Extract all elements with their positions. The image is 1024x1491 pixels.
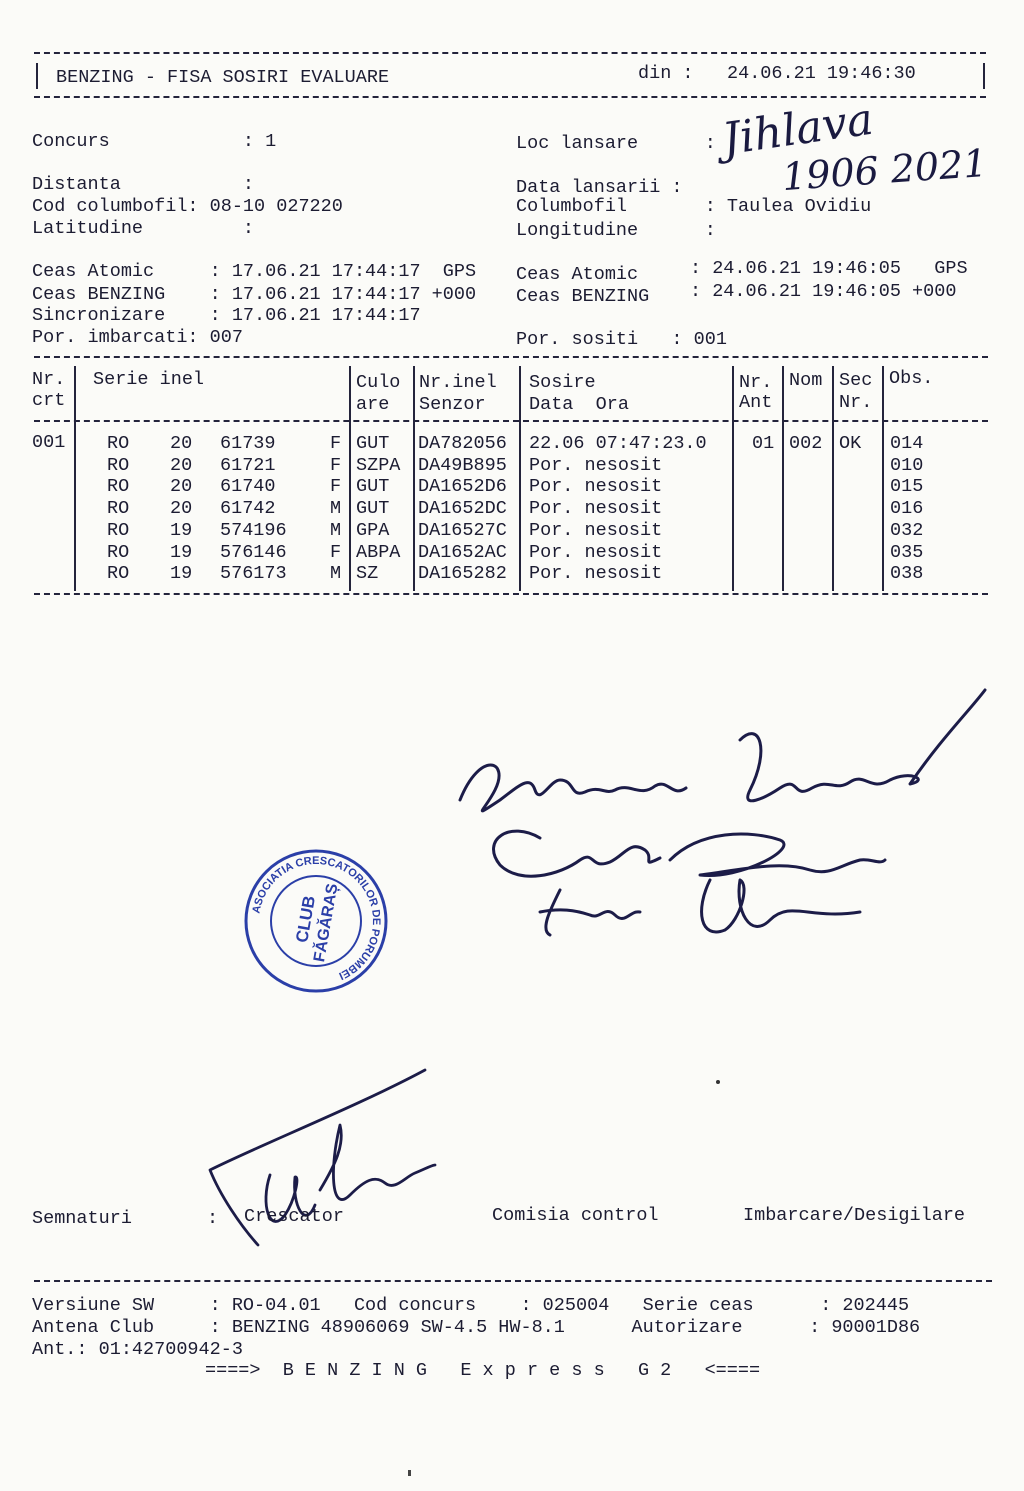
- cell-country: RO: [107, 433, 130, 454]
- th-nr-inel: Nr.inel: [419, 372, 497, 393]
- cell-arrival: Por. nesosit: [529, 541, 663, 563]
- cell-nom: 002: [789, 433, 823, 454]
- report-title: BENZING - FISA SOSIRI EVALUARE: [56, 67, 390, 88]
- col-sep-ant: [732, 366, 734, 591]
- col-sep-obs: [882, 366, 884, 591]
- report-date: 24.06.21 19:46:30: [727, 63, 916, 84]
- cell-year: 20: [170, 498, 193, 520]
- cell-color: GUT: [356, 433, 390, 454]
- comisia-control-label: Comisia control: [492, 1205, 659, 1226]
- header-right-border: [983, 63, 985, 89]
- imbarcati-field: Por. imbarcati: 007: [32, 327, 243, 348]
- crescator-label: Crescator: [244, 1206, 344, 1227]
- cell-arrival: Por. nesosit: [529, 563, 663, 585]
- cell-sex: M: [330, 498, 342, 520]
- th-crt: crt: [32, 390, 66, 411]
- cell-year: 20: [170, 433, 193, 454]
- handwritten-location: Jihlava: [719, 93, 877, 166]
- footer-banner: ====> B E N Z I N G E x p r e s s G 2 <====: [205, 1360, 761, 1381]
- semnaturi-label: Semnaturi: [32, 1208, 132, 1229]
- footer-rule: [34, 1280, 992, 1282]
- right-benzing-value: : 24.06.21 19:46:05 +000: [690, 281, 957, 302]
- cell-ring: 61721: [220, 454, 276, 476]
- data-lansarii-field: Data lansarii :: [516, 177, 683, 198]
- cell-sex: F: [330, 433, 342, 454]
- latitudine-field: Latitudine :: [32, 218, 255, 239]
- cell-obs: 038: [890, 563, 924, 585]
- footer-line-3: Ant.: 01:42700942-3: [32, 1339, 243, 1360]
- col-sep-nr: [74, 366, 76, 591]
- cell-sensor: DA165282: [418, 563, 507, 585]
- cell-arrival: Por. nesosit: [529, 498, 663, 520]
- th-obs: Obs.: [889, 368, 934, 389]
- club-stamp: [241, 846, 391, 996]
- cell-obs: 010: [890, 454, 924, 476]
- cell-obs: 035: [890, 541, 924, 563]
- col-sep-sosire: [519, 366, 521, 591]
- header-left-border: [36, 63, 38, 89]
- distanta-field: Distanta :: [32, 174, 255, 195]
- cell-country: RO: [107, 454, 130, 476]
- cell-color: SZPA: [356, 454, 401, 476]
- cell-year: 20: [170, 476, 193, 498]
- col-sep-culo: [349, 366, 351, 591]
- cell-country: RO: [107, 476, 130, 498]
- row-nr-crt: 001: [32, 432, 66, 453]
- footer-line-1: Versiune SW : RO-04.01 Cod concurs : 025004 Serie ceas : 202445: [32, 1295, 910, 1316]
- right-atomic-label: Ceas Atomic: [516, 264, 639, 285]
- loc-lansare-field: Loc lansare :: [516, 133, 716, 154]
- col-sep-sec: [832, 366, 834, 591]
- cell-sensor: DA1652DC: [418, 498, 507, 520]
- cell-ring: 576146: [220, 541, 287, 563]
- sincronizare-field: Sincronizare : 17.06.21 17:44:17: [32, 305, 421, 326]
- handwritten-date: 1906 2021: [780, 140, 989, 200]
- cell-country: RO: [107, 541, 130, 563]
- cell-color: GUT: [356, 476, 390, 498]
- columbofil-field: Columbofil : Taulea Ovidiu: [516, 196, 872, 217]
- semnaturi-colon: :: [207, 1208, 219, 1229]
- cod-columbofil-field: Cod columbofil: 08-10 027220: [32, 196, 343, 217]
- header-top-rule: [34, 52, 986, 54]
- col-sep-nom: [782, 366, 784, 591]
- th-senzor: Senzor: [419, 394, 486, 415]
- stamp-ring-text: ASOCIATIA CRESCATORILOR DE PORUMBEI: [250, 854, 383, 982]
- stamp-outer-ring: [246, 851, 386, 991]
- th-sec-nr: Nr.: [839, 392, 873, 413]
- imbarcare-label: Imbarcare/Desigilare: [743, 1205, 966, 1226]
- cell-sec: OK: [839, 433, 862, 454]
- cell-sex: F: [330, 541, 342, 563]
- cell-sensor: DA49B895: [418, 454, 507, 476]
- th-sosire: Sosire: [529, 372, 596, 393]
- cell-sex: M: [330, 563, 342, 585]
- th-nr-ant: Nr.: [739, 372, 773, 393]
- cell-year: 19: [170, 541, 193, 563]
- cell-sex: F: [330, 454, 342, 476]
- right-benzing-label: Ceas BENZING: [516, 286, 650, 307]
- footer-line-2: Antena Club : BENZING 48906069 SW-4.5 HW-8.1 Autorizare : 90001D86: [32, 1317, 921, 1338]
- cell-sensor: DA1652D6: [418, 476, 507, 498]
- cell-obs: 015: [890, 476, 924, 498]
- th-sec: Sec: [839, 370, 873, 391]
- cell-obs: 014: [890, 433, 924, 454]
- left-benzing-clock: Ceas BENZING : 17.06.21 17:44:17 +000: [32, 284, 477, 305]
- th-data-ora: Data Ora: [529, 394, 629, 415]
- table-header-rule: [34, 420, 988, 422]
- cell-ring: 61742: [220, 498, 276, 520]
- left-atomic-clock: Ceas Atomic : 17.06.21 17:44:17 GPS: [32, 261, 477, 282]
- table-top-rule: [34, 356, 988, 358]
- th-culo: Culo: [356, 372, 401, 393]
- cell-country: RO: [107, 498, 130, 520]
- cell-arrival: Por. nesosit: [529, 454, 663, 476]
- stamp-city: FĂGĂRAȘ: [311, 882, 342, 964]
- cell-sex: M: [330, 519, 342, 541]
- stamp-club: CLUB: [292, 894, 320, 945]
- report-date-label: din :: [638, 63, 694, 84]
- cell-year: 19: [170, 519, 193, 541]
- right-atomic-value: : 24.06.21 19:46:05 GPS: [690, 258, 968, 279]
- paper-speck: [408, 1470, 411, 1476]
- cell-arrival: Por. nesosit: [529, 476, 663, 498]
- cell-color: ABPA: [356, 541, 401, 563]
- cell-arrival: Por. nesosit: [529, 519, 663, 541]
- cell-country: RO: [107, 563, 130, 585]
- cell-sensor: DA782056: [418, 433, 507, 454]
- cell-ring: 574196: [220, 519, 287, 541]
- cell-sensor: DA16527C: [418, 519, 507, 541]
- cell-year: 19: [170, 563, 193, 585]
- cell-color: GUT: [356, 498, 390, 520]
- concurs-field: Concurs : 1: [32, 131, 277, 152]
- th-nom: Nom: [789, 370, 823, 391]
- th-serie-inel: Serie inel: [93, 369, 205, 390]
- cell-obs: 032: [890, 519, 924, 541]
- sositi-field: Por. sositi : 001: [516, 329, 727, 350]
- col-sep-nrinel: [413, 366, 415, 591]
- cell-ring: 576173: [220, 563, 287, 585]
- cell-year: 20: [170, 454, 193, 476]
- commission-signatures: [440, 680, 1000, 980]
- th-ant: Ant: [739, 392, 773, 413]
- cell-ring: 61740: [220, 476, 276, 498]
- table-bottom-rule: [34, 593, 988, 595]
- longitudine-field: Longitudine :: [516, 220, 716, 241]
- cell-color: SZ: [356, 563, 379, 585]
- paper-speck: [716, 1080, 720, 1084]
- cell-ring: 61739: [220, 433, 276, 454]
- cell-arrival: 22.06 07:47:23.0: [529, 433, 707, 454]
- cell-sex: F: [330, 476, 342, 498]
- cell-sensor: DA1652AC: [418, 541, 507, 563]
- th-are: are: [356, 394, 390, 415]
- cell-country: RO: [107, 519, 130, 541]
- th-nr: Nr.: [32, 369, 66, 390]
- cell-ant: 01: [752, 433, 775, 454]
- cell-color: GPA: [356, 519, 390, 541]
- cell-obs: 016: [890, 498, 924, 520]
